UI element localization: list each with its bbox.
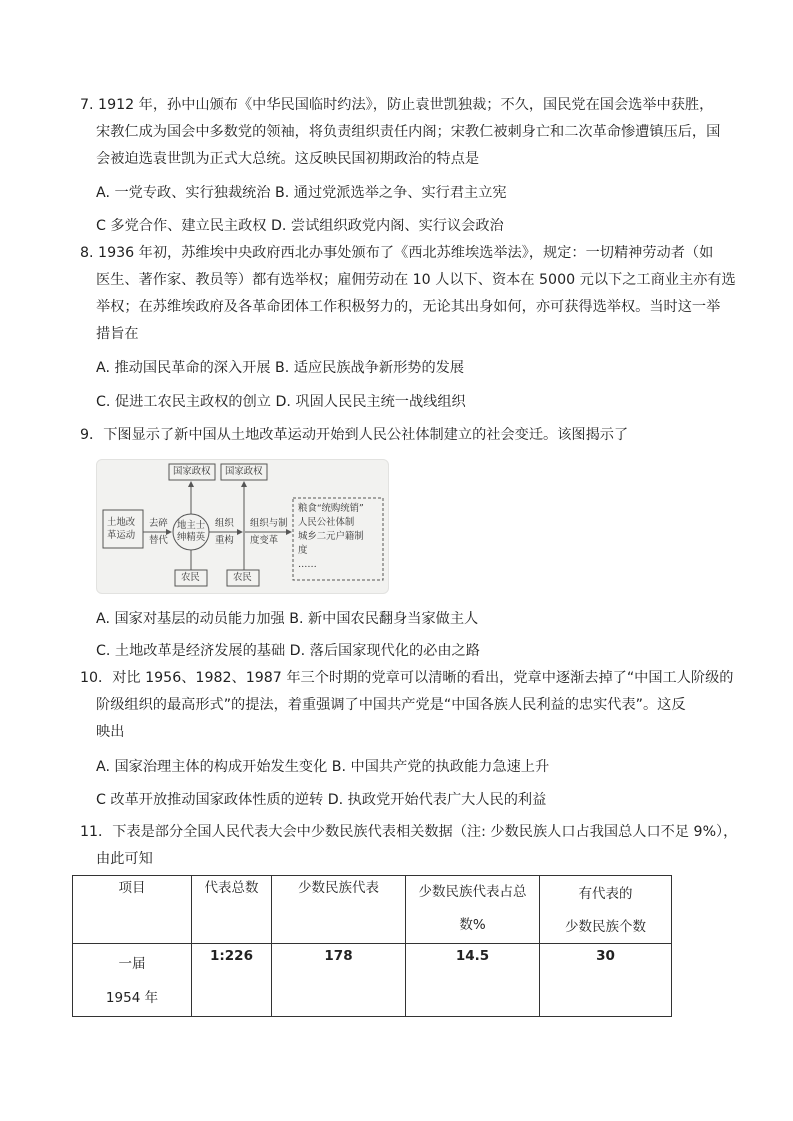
q10-stem-line-1: 10．对比 1956、1982、1987 年三个时期的党章可以清晰的看出，党章中逐渐去掉了“中国工人阶级的 — [80, 670, 734, 686]
q7-options-ab: A. 一党专政、实行独裁统治 B. 通过党派选举之争、实行君主立宪 — [96, 185, 507, 201]
deputies-table — [72, 875, 672, 1017]
q7-stem-line-1: 7. 1912 年，孙中山颁布《中华民国临时约法》，防止袁世凯独裁；不久，国民党在国会选举中获胜， — [80, 97, 714, 113]
result-line-4: 度 — [298, 545, 308, 556]
arrow-label-2a: 组织 — [215, 518, 234, 529]
q7-options-cd: C 多党合作、建立民主政权 D. 尝试组织政党内阁、实行议会政治 — [96, 218, 504, 234]
arrow-label-3b: 度变革 — [250, 535, 279, 546]
q8-options-cd: C. 促进工农民主政权的创立 D. 巩固人民民主统一战线组织 — [96, 394, 466, 410]
cell-represented-groups: 30 — [540, 944, 672, 1017]
q8-stem-line-4: 措旨在 — [96, 326, 139, 342]
q8-stem-line-2: 医生、著作家、教员等）都有选举权；雇佣劳动在 10 人以下、资本在 5000 元以下之工商业主亦有选 — [96, 272, 736, 288]
land-reform-label-1: 土地改 — [107, 517, 136, 528]
peasants-label-1: 农民 — [181, 572, 200, 583]
arrow-label-1b: 替代 — [149, 535, 168, 546]
cell-minority-deputies: 178 — [272, 944, 406, 1017]
q9-options-ab: A. 国家对基层的动员能力加强 B. 新中国农民翻身当家做主人 — [96, 611, 479, 627]
arrow-label-2b: 重构 — [215, 535, 234, 546]
q8-options-ab: A. 推动国民革命的深入开展 B. 适应民族战争新形势的发展 — [96, 360, 465, 376]
cell-minority-share: 14.5 — [406, 944, 540, 1017]
result-line-2: 人民公社体制 — [298, 517, 355, 528]
header-minority-share: 少数民族代表占总 数% — [406, 876, 540, 944]
land-reform-box — [103, 510, 143, 548]
cell-session: 一届 1954 年 — [73, 944, 192, 1017]
state-label-2: 国家政权 — [225, 466, 263, 477]
land-reform-label-2: 革运动 — [107, 530, 136, 541]
q8-stem-line-3: 举权；在苏维埃政府及各革命团体工作积极努力的，无论其出身如何，亦可获得选举权。当时这一举 — [96, 299, 721, 315]
q11-stem-line-2: 由此可知 — [96, 851, 153, 867]
social-change-diagram — [96, 459, 389, 594]
peasants-label-2: 农民 — [233, 572, 252, 583]
table-header-row — [73, 876, 672, 944]
arrow-label-1a: 去碎 — [149, 518, 168, 529]
q10-options-ab: A. 国家治理主体的构成开始发生变化 B. 中国共产党的执政能力急速上升 — [96, 759, 550, 775]
header-item: 项目 — [73, 876, 192, 944]
gentry-label-1: 地主士 — [177, 520, 206, 531]
gentry-label-2: 绅精英 — [177, 532, 206, 543]
q7-stem-line-2: 宋教仁成为国会中多数党的领袖，将负责组织责任内阁；宋教仁被刺身亡和二次革命惨遭镇压后，国 — [96, 124, 721, 140]
q10-options-cd: C 改革开放推动国家政体性质的逆转 D. 执政党开始代表广大人民的利益 — [96, 792, 547, 808]
result-line-3: 城乡二元户籍制 — [298, 531, 364, 542]
table-row — [73, 944, 672, 1017]
header-total: 代表总数 — [192, 876, 272, 944]
cell-total: 1:226 — [192, 944, 272, 1017]
q11-stem-line-1: 11．下表是部分全国人民代表大会中少数民族代表相关数据（注: 少数民族人口占我国总人口不足 9%）， — [80, 824, 738, 840]
header-minority-deputies: 少数民族代表 — [272, 876, 406, 944]
q10-stem-line-3: 映出 — [96, 724, 125, 740]
result-line-5: …… — [298, 559, 317, 570]
q9-stem-line-1: 9．下图显示了新中国从土地改革运动开始到人民公社体制建立的社会变迁。该图揭示了 — [80, 427, 629, 443]
q7-stem-line-3: 会被迫选袁世凯为正式大总统。这反映民国初期政治的特点是 — [96, 151, 480, 167]
q8-stem-line-1: 8. 1936 年初，苏维埃中央政府西北办事处颁布了《西北苏维埃选举法》，规定：一切精神劳动者（如 — [80, 245, 714, 261]
q10-stem-line-2: 阶级组织的最高形式”的提法，着重强调了中国共产党是“中国各族人民利益的忠实代表”。这反 — [96, 697, 686, 713]
header-represented-groups: 有代表的 少数民族个数 — [540, 876, 672, 944]
result-line-1: 粮食“统购统销” — [298, 503, 364, 514]
q9-options-cd: C. 土地改革是经济发展的基础 D. 落后国家现代化的必由之路 — [96, 643, 480, 659]
arrow-label-3a: 组织与制 — [250, 518, 288, 529]
state-label-1: 国家政权 — [173, 466, 211, 477]
